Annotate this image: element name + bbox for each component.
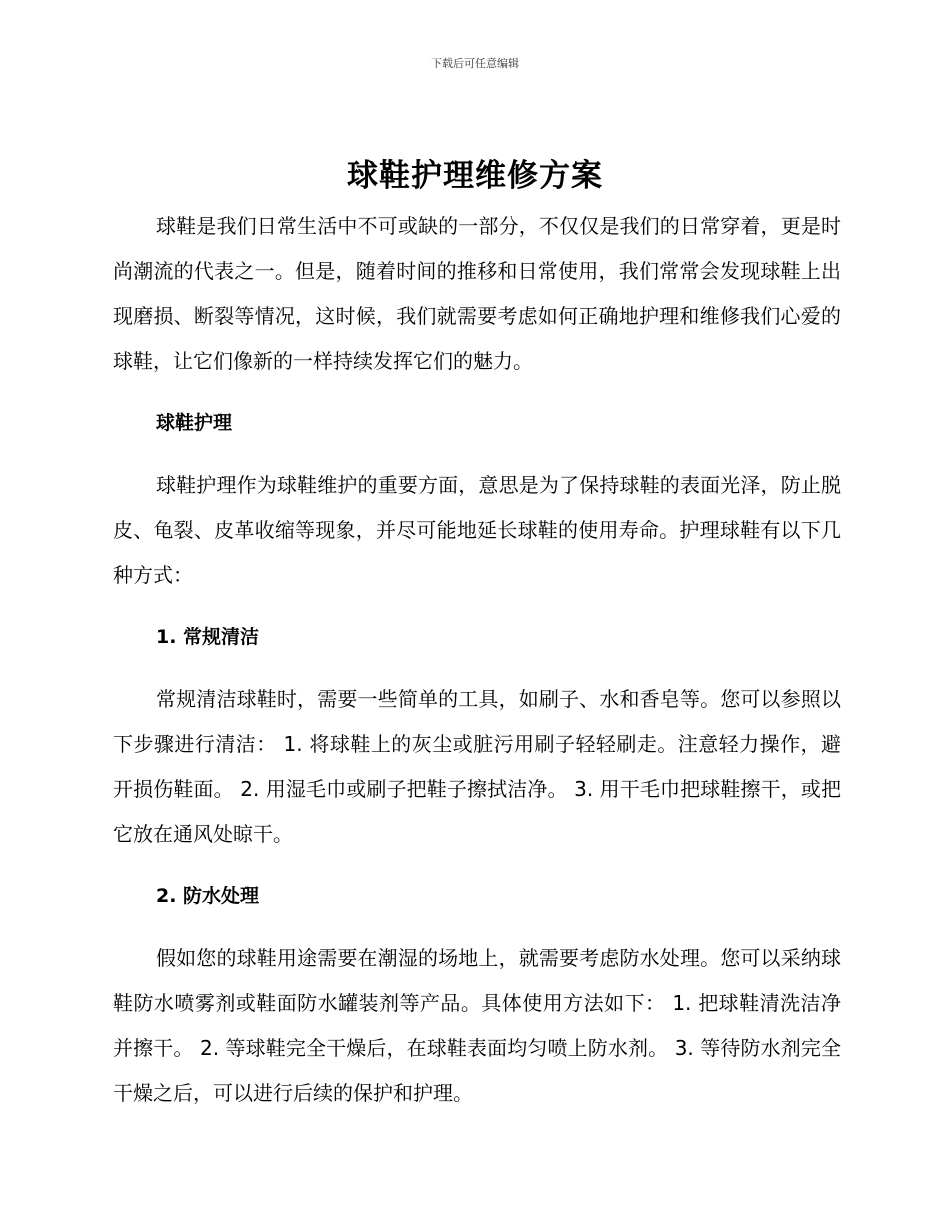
care-heading: 球鞋护理 [156, 412, 233, 434]
document-body [113, 204, 841, 1116]
cleaning-heading: 1. 常规清洁 [156, 626, 260, 648]
care-paragraph: 球鞋护理作为球鞋维护的重要方面，意思是为了保持球鞋的表面光泽，防止脱皮、龟裂、皮革收缩等现象，并尽可能地延长球鞋的使用寿命。护理球鞋有以下几种方式： [113, 473, 841, 587]
waterproof-heading: 2. 防水处理 [156, 885, 260, 907]
cleaning-paragraph: 常规清洁球鞋时，需要一些简单的工具，如刷子、水和香皂等。您可以参照以下步骤进行清洁： 1. 将球鞋上的灰尘或脏污用刷子轻轻刷走。注意轻力操作，避开损伤鞋面。 2. 用湿毛巾或刷子把鞋子擦拭洁净。 3. 用干毛巾把球鞋擦干，或把它放在通风处晾干。 [113, 687, 841, 846]
waterproof-paragraph: 假如您的球鞋用途需要在潮湿的场地上，就需要考虑防水处理。您可以采纳球鞋防水喷雾剂或鞋面防水罐装剂等产品。具体使用方法如下： 1. 把球鞋清洗洁净并擦干。 2. 等球鞋完全干燥后，在球鞋表面均匀喷上防水剂。 3. 等待防水剂完全干燥之后，可以进行后续的保护和护理。 [113, 946, 841, 1105]
intro-paragraph: 球鞋是我们日常生活中不可或缺的一部分，不仅仅是我们的日常穿着，更是时尚潮流的代表之一。但是，随着时间的推移和日常使用，我们常常会发现球鞋上出现磨损、断裂等情况，这时候，我们就需要考虑如何正确地护理和维修我们心爱的球鞋，让它们像新的一样持续发挥它们的魅力。 [113, 214, 841, 373]
document-title: 球鞋护理维修方案 [347, 158, 603, 194]
header-note: 下载后可任意编辑 [431, 57, 519, 70]
